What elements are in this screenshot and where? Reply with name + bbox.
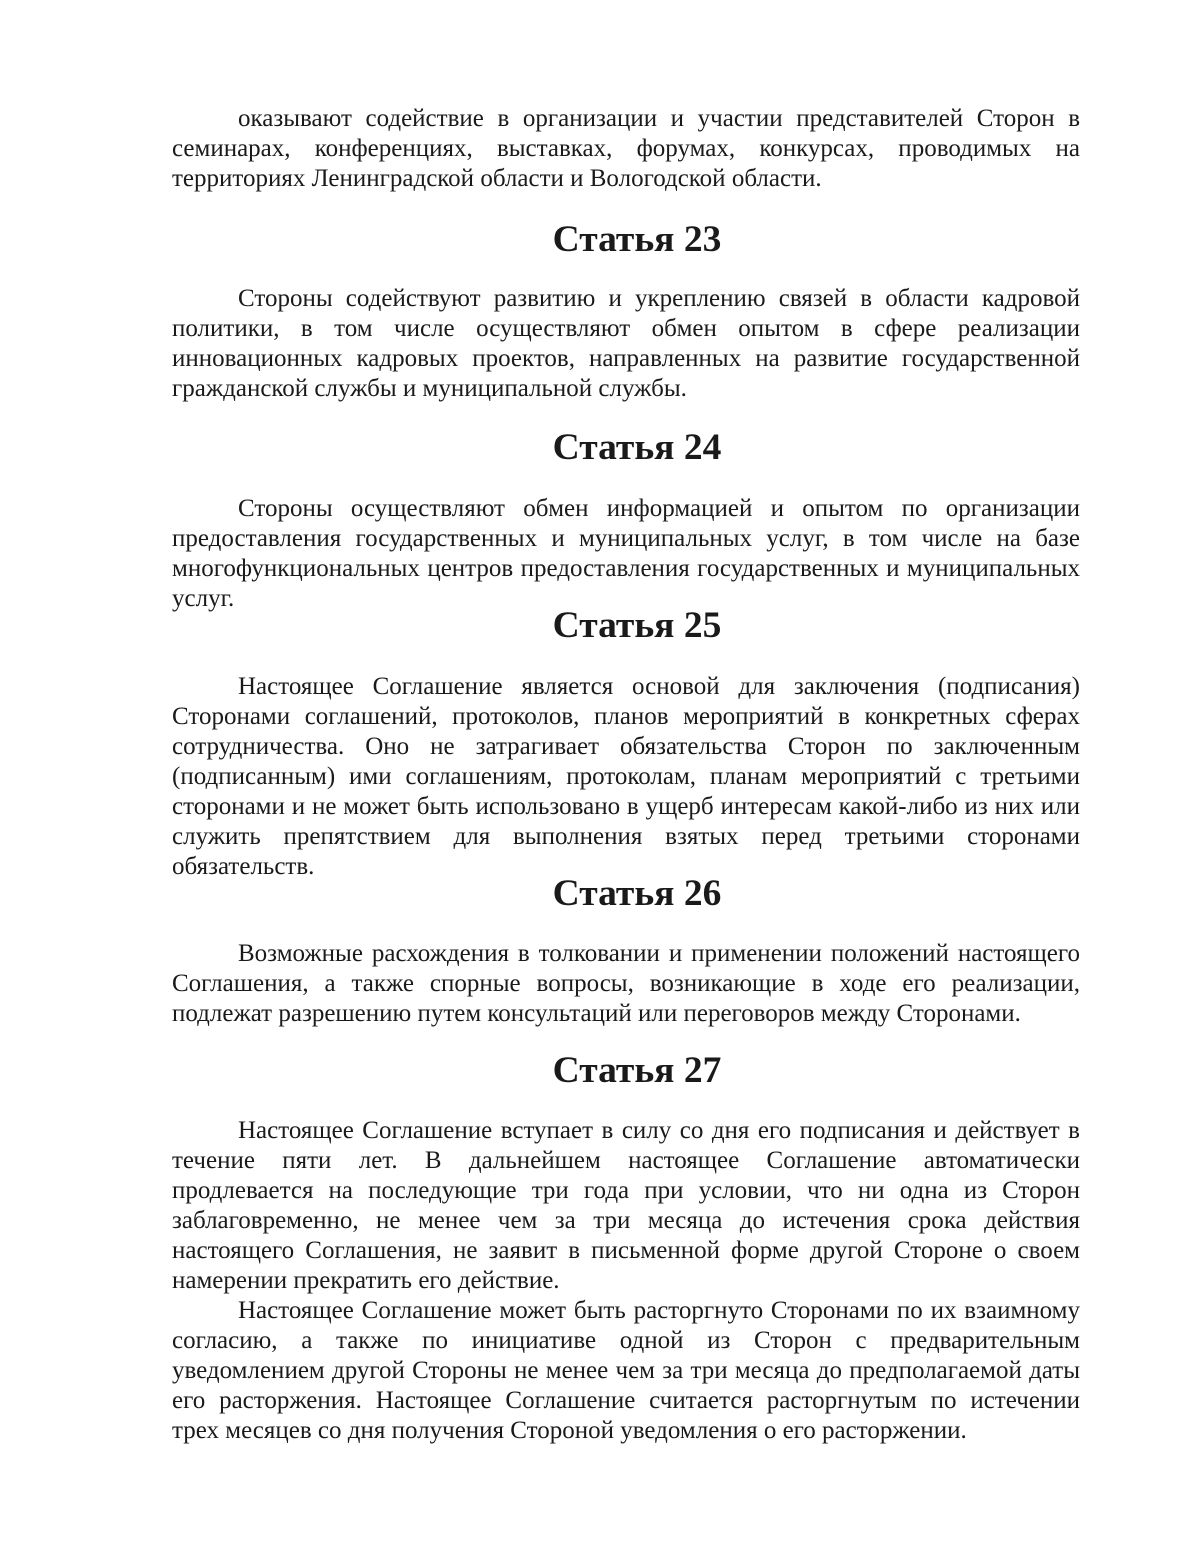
article-27 xyxy=(172,1050,1080,1446)
intro-block xyxy=(172,104,1080,194)
article-paragraph: Стороны содействуют развитию и укреплению связей в области кадровой политики, в том числе осуществляют обмен опытом в сфере реализации инновационных кадровых проектов, направленных на развитие государственной гражданской службы и муниципальной службы. xyxy=(172,285,1080,402)
article-title: Статья 24 xyxy=(552,427,722,468)
article-title: Статья 27 xyxy=(552,1050,722,1091)
article-paragraph: Стороны осуществляют обмен информацией и опытом по организации предоставления государственных и муниципальных услуг, в том числе на базе многофункциональных центров предоставления государственных и муниципальных услуг. xyxy=(172,495,1080,612)
article-title: Статья 25 xyxy=(552,605,722,646)
article-paragraph: Настоящее Соглашение является основой для заключения (подписания) Сторонами соглашений, протоколов, планов мероприятий в конкретных сферах сотрудничества. Оно не затрагивает обязательства Сторон по заключенным (подписанным) ими соглашениям, протоколам, планам мероприятий с третьими сторонами и не может быть использовано в ущерб интересам какой-либо из них или служить препятствием для выполнения взятых перед третьими сторонами обязательств. xyxy=(172,673,1080,880)
article-title: Статья 23 xyxy=(552,219,722,260)
article-23 xyxy=(172,219,1080,404)
article-paragraph: Возможные расхождения в толковании и применении положений настоящего Соглашения, а также спорные вопросы, возникающие в ходе его реализации, подлежат разрешению путем консультаций или переговоров между Сторонами. xyxy=(172,940,1080,1027)
article-25 xyxy=(172,605,1080,882)
article-paragraph: Настоящее Соглашение может быть расторгнуто Сторонами по их взаимному согласию, а также по инициативе одной из Сторон с предварительным уведомлением другой Стороны не менее чем за три месяца до предполагаемой даты его расторжения. Настоящее Соглашение считается расторгнутым по истечении трех месяцев со дня получения Стороной уведомления о его расторжении. xyxy=(172,1297,1080,1444)
article-26 xyxy=(172,873,1080,1029)
intro-paragraph: оказывают содействие в организации и участии представителей Сторон в семинарах, конференциях, выставках, форумах, конкурсах, проводимых на территориях Ленинградской области и Вологодской области. xyxy=(172,105,1080,192)
article-24 xyxy=(172,427,1080,614)
article-paragraph: Настоящее Соглашение вступает в силу со дня его подписания и действует в течение пяти лет. В дальнейшем настоящее Соглашение автоматически продлевается на последующие три года при условии, что ни одна из Сторон заблаговременно, не менее чем за три месяца до истечения срока действия настоящего Соглашения, не заявит в письменной форме другой Стороне о своем намерении прекратить его действие. xyxy=(172,1117,1080,1294)
article-title: Статья 26 xyxy=(552,873,722,914)
